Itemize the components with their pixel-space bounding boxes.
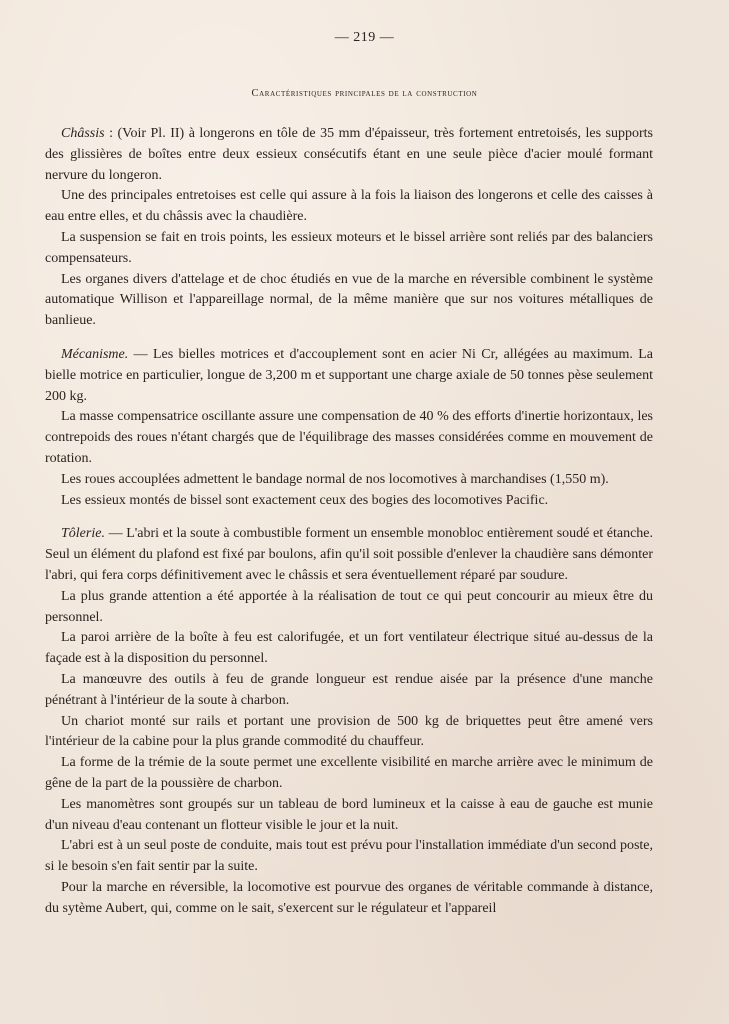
paragraph: La manœuvre des outils à feu de grande longueur est rendue aisée par la présence d'une manche pénétrant à l'intérieur de la soute à charbon.	[45, 671, 653, 708]
body-text	[45, 124, 653, 919]
paragraph: Les organes divers d'attelage et de choc étudiés en vue de la marche en réversible combinent le système automatique Willison et l'appareillage normal, de la même manière que sur nos voitures métalliques de banlieue.	[45, 271, 653, 329]
paragraph-text: — L'abri et la soute à combustible forment un ensemble monobloc entièrement soudé et étanche. Seul un élément du plafond est fixé par boulons, afin qu'il soit possible d'enlever la chaudière sans démonter l'abri, qui fera corps définitivement avec le châssis et sera éventuellement réparé par soudure.	[45, 526, 653, 583]
paragraph: La paroi arrière de la boîte à feu est calorifugée, et un fort ventilateur électrique situé au-dessus de la façade est à la disposition du personnel.	[45, 630, 653, 667]
paragraph-tolerie	[45, 524, 653, 586]
paragraph: La plus grande attention a été apportée à la réalisation de tout ce qui peut concourir au mieux être du personnel.	[45, 588, 653, 625]
paragraph: La masse compensatrice oscillante assure une compensation de 40 % des efforts d'inertie horizontaux, les contrepoids des roues n'étant chargés que de l'équilibrage des masses considérées comme en mouvement de rotation.	[45, 409, 653, 466]
paragraph: Les manomètres sont groupés sur un tableau de bord lumineux et la caisse à eau de gauche est munie d'un niveau d'eau contenant un flotteur visible le jour et la nuit.	[45, 796, 653, 833]
paragraph: Un chariot monté sur rails et portant une provision de 500 kg de briquettes peut être amené vers l'intérieur de la cabine pour la plus grande commodité du chauffeur.	[45, 713, 653, 750]
paragraph-mecanisme	[45, 345, 653, 407]
paragraph: Pour la marche en réversible, la locomotive est pourvue des organes de véritable commande à distance, du sytème Aubert, qui, comme on le sait, s'exercent sur le régulateur et l'appareil	[45, 879, 653, 916]
paragraph-chassis	[45, 124, 653, 186]
paragraph: Les roues accouplées admettent le bandage normal de nos locomotives à marchandises (1,550 m).	[61, 471, 609, 487]
paragraph: Les essieux montés de bissel sont exactement ceux des bogies des locomotives Pacific.	[61, 492, 549, 508]
paragraph: La suspension se fait en trois points, les essieux moteurs et le bissel arrière sont reliés par des balanciers compensateurs.	[45, 229, 653, 266]
paragraph-lead: Tôlerie.	[61, 526, 105, 542]
paragraph-lead: Mécanisme.	[61, 346, 129, 362]
paragraph: La forme de la trémie de la soute permet une excellente visibilité en marche arrière avec le minimum de gêne de la part de la poussière de charbon.	[45, 755, 653, 791]
paragraph-text: — Les bielles motrices et d'accouplement sont en acier Ni Cr, allégées au maximum. La bielle motrice en particulier, longue de 3,200 m et supportant une charge axiale de 50 tonnes pèse seulement 200 kg.	[45, 346, 653, 404]
page-number: — 219 —	[334, 30, 395, 45]
paragraph: Une des principales entretoises est celle qui assure à la fois la liaison des longerons et celle des caisses à eau entre elles, et du châssis avec la chaudière.	[45, 188, 653, 225]
section-title: Caractéristiques principales de la construction	[251, 88, 478, 99]
paragraph-text: : (Voir Pl. II) à longerons en tôle de 35 mm d'épaisseur, très fortement entretoisés, les supports des glissières de boîtes entre deux essieux consécutifs étant en une seule pièce d'acier moulé formant nervure du longeron.	[45, 126, 653, 183]
paragraph-lead: Châssis	[61, 126, 105, 141]
paragraph: L'abri est à un seul poste de conduite, mais tout est prévu pour l'installation immédiate d'un second poste, si le besoin s'en fait sentir par la suite.	[45, 838, 653, 875]
